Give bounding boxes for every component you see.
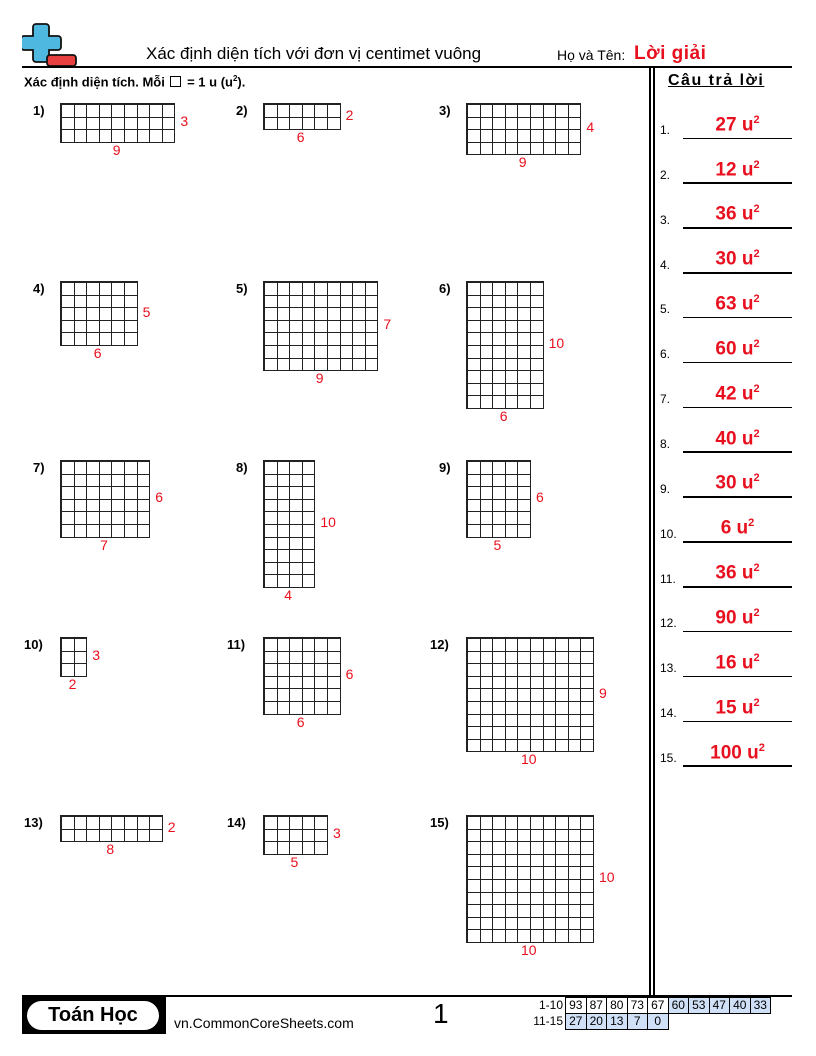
answer-text: 36 u [715, 562, 754, 584]
answer-value [683, 428, 792, 450]
answer-value [683, 383, 792, 405]
answer-exponent: 2 [753, 158, 760, 171]
area-grid [466, 637, 594, 752]
height-label: 9 [599, 684, 607, 701]
height-label: 3 [333, 824, 341, 841]
answer-text: 6 u [720, 517, 749, 539]
answer-line [683, 496, 792, 498]
score-cell: 93 [565, 997, 587, 1014]
problem-number: 10) [24, 637, 43, 652]
answer-line [683, 182, 792, 184]
width-label: 7 [100, 536, 108, 553]
area-grid [263, 637, 341, 715]
height-label: 10 [548, 335, 565, 351]
answer-panel-divider [649, 67, 651, 995]
score-cell: 60 [668, 997, 690, 1014]
subject-badge [22, 997, 166, 1034]
width-label: 10 [521, 751, 537, 768]
score-cell: 47 [709, 997, 731, 1014]
height-label: 6 [345, 665, 354, 682]
page-title: Xác định diện tích với đơn vị centimet vuông [146, 44, 482, 63]
problem-number: 12) [430, 637, 449, 652]
problem-number: 4) [33, 281, 45, 296]
answer-value [683, 517, 792, 539]
answer-row [660, 205, 792, 229]
score-cell: 7 [627, 1013, 649, 1030]
answer-value [683, 203, 792, 225]
answer-line [683, 541, 792, 543]
answer-panel-divider-inner [653, 67, 655, 995]
answer-text: 15 u [715, 697, 754, 719]
answer-line [683, 721, 792, 723]
answer-number: 9. [660, 481, 671, 496]
answer-row [660, 698, 792, 722]
height-label: 4 [586, 119, 595, 136]
answer-exponent: 2 [753, 248, 760, 261]
problem-number: 13) [24, 815, 43, 830]
problem-number: 1) [33, 103, 45, 118]
area-grid [466, 460, 531, 538]
score-cell: 0 [647, 1013, 669, 1030]
width-label: 6 [296, 713, 305, 730]
problem-number: 8) [236, 460, 248, 475]
width-label: 6 [499, 408, 508, 424]
problem-number: 9) [439, 460, 451, 475]
answer-exponent: 2 [753, 472, 760, 485]
problem-number: 14) [227, 815, 246, 830]
answer-value [683, 652, 792, 674]
height-label: 6 [155, 488, 163, 505]
score-cell: 33 [750, 997, 772, 1014]
answer-text: 36 u [715, 203, 754, 225]
height-label: 3 [92, 646, 100, 663]
answer-number: 1. [660, 123, 671, 137]
answer-text: 63 u [715, 293, 754, 315]
problem-number: 15) [430, 815, 449, 830]
answer-line [683, 317, 792, 319]
answer-row [660, 250, 792, 274]
height-label: 3 [180, 112, 189, 129]
answer-number: 3. [660, 212, 671, 227]
answer-exponent: 2 [753, 427, 760, 440]
width-label: 6 [296, 129, 305, 146]
answer-exponent: 2 [758, 741, 765, 754]
answer-exponent: 2 [748, 517, 755, 530]
score-cell: 13 [606, 1013, 628, 1030]
answer-row [660, 384, 792, 408]
answer-number: 13. [660, 661, 677, 676]
score-cell: 27 [565, 1013, 587, 1030]
answer-value [683, 248, 792, 270]
answer-number: 5. [660, 302, 671, 317]
answer-exponent: 2 [753, 562, 760, 575]
answer-text: 60 u [715, 338, 754, 360]
answer-line [683, 138, 792, 140]
height-label: 6 [536, 488, 544, 505]
name-value: Lời giải [634, 43, 707, 64]
width-label: 2 [68, 675, 77, 692]
score-cell: 67 [647, 997, 669, 1014]
answer-value [683, 697, 792, 719]
answer-line [683, 586, 792, 588]
subject-badge-label: Toán Học [27, 1001, 159, 1030]
width-label: 5 [493, 536, 502, 553]
answer-exponent: 2 [753, 607, 760, 620]
height-label: 10 [599, 869, 615, 885]
logo-plus-minus-icon [22, 22, 80, 68]
problem-number: 5) [236, 281, 248, 296]
answer-row [660, 519, 792, 543]
area-grid [466, 281, 544, 409]
width-label: 9 [112, 141, 121, 158]
instructions-sup: 2 [232, 74, 238, 83]
answer-text: 42 u [715, 383, 754, 405]
answer-text: 16 u [715, 652, 754, 674]
answer-text: 30 u [715, 248, 754, 270]
answer-line [683, 765, 792, 767]
answer-row [660, 608, 792, 632]
instructions-prefix: Xác định diện tích. Mỗi [24, 74, 165, 90]
score-row-label: 11-15 [533, 1014, 563, 1028]
answer-row [660, 429, 792, 453]
height-label: 5 [142, 303, 151, 320]
answer-row [660, 474, 792, 498]
area-grid [60, 460, 150, 538]
score-cell: 40 [729, 997, 751, 1014]
score-cell: 80 [606, 997, 628, 1014]
answer-exponent: 2 [753, 113, 760, 126]
answer-exponent: 2 [753, 382, 760, 395]
width-label: 9 [315, 370, 324, 387]
area-grid [60, 815, 163, 842]
answer-text: 30 u [715, 472, 754, 494]
area-grid [60, 281, 138, 346]
problem-number: 3) [439, 103, 451, 118]
score-cell: 20 [586, 1013, 608, 1030]
height-label: 2 [167, 818, 176, 835]
area-grid [263, 103, 341, 130]
answer-line [683, 451, 792, 453]
answer-text: 100 u [710, 741, 759, 763]
answer-row [660, 294, 792, 318]
answer-value [683, 472, 792, 494]
site-link[interactable]: vn.CommonCoreSheets.com [174, 1015, 354, 1031]
answer-row [660, 743, 792, 767]
width-label: 10 [521, 942, 537, 958]
answer-value [683, 293, 792, 315]
answer-exponent: 2 [753, 696, 760, 709]
problem-number: 2) [236, 103, 248, 118]
answer-value [683, 607, 792, 629]
height-label: 7 [383, 316, 392, 333]
answer-number: 6. [660, 347, 671, 362]
answer-line [683, 227, 792, 229]
answer-number: 7. [660, 392, 671, 407]
score-cell: 53 [688, 997, 710, 1014]
answer-line [683, 631, 792, 633]
area-grid [466, 815, 594, 943]
answer-exponent: 2 [753, 337, 760, 350]
answer-row [660, 115, 792, 139]
problem-number: 11) [227, 637, 246, 652]
width-label: 9 [518, 154, 527, 171]
area-grid [263, 815, 328, 855]
answer-number: 14. [660, 706, 677, 721]
answer-number: 12. [660, 616, 677, 631]
answer-number: 4. [660, 257, 671, 272]
answer-number: 10. [660, 526, 677, 541]
answer-number: 11. [660, 571, 676, 586]
instructions-end: ). [237, 74, 246, 90]
answer-row [660, 160, 792, 184]
answer-line [683, 676, 792, 678]
width-label: 4 [284, 587, 292, 603]
area-grid [263, 460, 315, 588]
answer-line [683, 407, 792, 409]
height-label: 10 [320, 514, 336, 530]
answer-value [683, 114, 792, 136]
answer-text: 40 u [715, 427, 754, 449]
score-cell: 73 [627, 997, 649, 1014]
answer-value [683, 562, 792, 584]
score-row-label: 1-10 [538, 998, 563, 1012]
answer-exponent: 2 [753, 651, 760, 664]
instructions [24, 74, 245, 89]
width-label: 8 [106, 841, 115, 858]
header-divider [22, 66, 792, 68]
answer-value [683, 338, 792, 360]
instructions-suffix: = 1 u (u [187, 74, 233, 90]
score-cell: 87 [586, 997, 608, 1014]
answer-exponent: 2 [753, 203, 760, 216]
answer-line [683, 362, 792, 364]
answer-value [683, 159, 792, 181]
answer-number: 8. [660, 436, 671, 451]
unit-square-icon [170, 76, 181, 87]
width-label: 5 [290, 853, 299, 870]
area-grid [60, 637, 87, 677]
answer-text: 90 u [715, 607, 754, 629]
area-grid [263, 281, 378, 371]
answer-row [660, 653, 792, 677]
answer-value [683, 742, 792, 764]
answer-text: 27 u [715, 114, 754, 135]
answer-row [660, 339, 792, 363]
answer-number: 15. [660, 750, 677, 765]
width-label: 6 [93, 345, 102, 361]
answer-text: 12 u [715, 158, 754, 180]
answer-exponent: 2 [753, 293, 760, 306]
problem-number: 6) [439, 281, 451, 296]
answer-panel-heading: Câu trả lời [668, 72, 765, 89]
answer-line [683, 272, 792, 274]
height-label: 2 [345, 106, 354, 123]
answer-number: 2. [660, 167, 671, 182]
name-label: Họ và Tên: [557, 47, 626, 63]
area-grid [466, 103, 581, 155]
answer-row [660, 564, 792, 588]
page-number: 1 [433, 998, 449, 1029]
problem-number: 7) [33, 460, 45, 475]
area-grid [60, 103, 175, 143]
